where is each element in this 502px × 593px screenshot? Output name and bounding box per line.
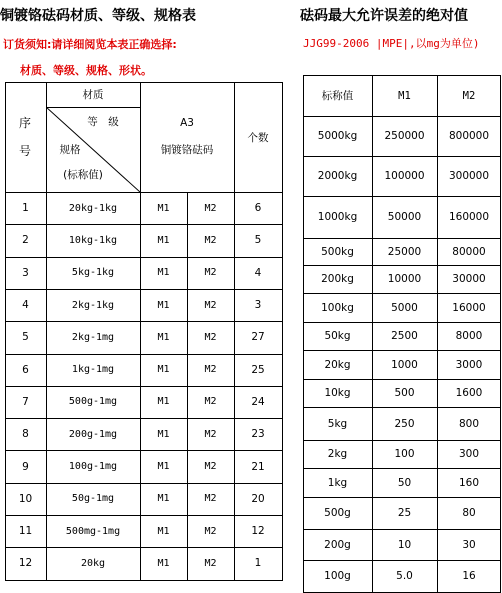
mpe-m1: 500 (394, 387, 415, 399)
mpe-m2: 16000 (452, 301, 486, 314)
mpe-m1: 50 (397, 476, 412, 489)
mpe-nominal: 2kg (327, 448, 348, 460)
mpe-m1: 25000 (387, 245, 422, 258)
mpe-m2: 80 (462, 507, 476, 519)
row-m2: M2 (204, 202, 217, 214)
row-m1: M1 (157, 525, 170, 537)
row-m1: M1 (157, 428, 170, 440)
row-m1: M1 (157, 234, 170, 246)
material-header: 材质 (82, 89, 104, 101)
row-no: 11 (18, 525, 33, 538)
mpe-nominal: 500kg (321, 245, 354, 258)
mpe-nominal: 100g (324, 570, 351, 582)
row-spec: 20kg (80, 557, 106, 569)
mpe-m1: 2500 (391, 330, 418, 342)
row-no: 6 (22, 363, 29, 376)
mpe-m1: 10000 (387, 273, 422, 285)
row-spec: 500mg-1mg (65, 525, 121, 537)
row-spec: 50g-1mg (71, 493, 115, 505)
mpe-m2: 1600 (455, 387, 483, 399)
mpe-m2: 300000 (448, 170, 490, 182)
mpe-nominal: 5kg (327, 417, 348, 430)
row-no: 5 (22, 331, 29, 344)
mpe-m2: 8000 (455, 330, 483, 342)
mpe-m2: 30 (462, 538, 476, 551)
mpe-nominal: 2000kg (317, 170, 358, 182)
row-spec: 2kg-1kg (71, 299, 115, 311)
row-spec: 2kg-1mg (71, 331, 115, 343)
row-spec: 5kg-1kg (71, 267, 115, 279)
grid-line (282, 82, 283, 580)
left-title: 铜镀铬砝码材质、等级、规格表 (0, 8, 196, 24)
row-m1: M1 (157, 299, 170, 311)
row-count: 20 (251, 492, 265, 505)
mpe-m1: 10 (397, 538, 412, 551)
row-m2: M2 (204, 428, 217, 440)
row-m1: M1 (157, 267, 170, 279)
mpe-m2: 160000 (448, 211, 490, 223)
row-no: 12 (18, 557, 33, 570)
row-m2: M2 (204, 557, 217, 569)
mpe-m1: 5.0 (396, 570, 413, 582)
mpe-m1: 5000 (391, 301, 418, 314)
m1-col-header: M1 (398, 89, 411, 102)
seq-header: 序号 (18, 116, 31, 158)
count-header: 个数 (247, 131, 269, 144)
mpe-nominal: 500g (324, 507, 351, 519)
row-no: 7 (22, 395, 29, 408)
mpe-m1: 250 (394, 417, 415, 430)
mpe-m2: 30000 (452, 273, 486, 285)
row-no: 10 (18, 492, 33, 505)
row-m2: M2 (204, 493, 217, 505)
spec-header: 规格 (59, 143, 81, 156)
mpe-nominal: 1000kg (317, 211, 358, 223)
row-m2: M2 (204, 364, 217, 376)
row-no: 8 (22, 428, 29, 441)
mpe-nominal: 200g (324, 538, 351, 551)
mpe-m1: 25 (397, 507, 412, 519)
row-spec: 1kg-1mg (71, 364, 115, 376)
row-count: 6 (254, 202, 262, 215)
row-count: 1 (254, 557, 262, 570)
mpe-nominal: 1kg (327, 476, 348, 489)
row-count: 3 (254, 299, 262, 312)
row-m1: M1 (157, 364, 170, 376)
row-m1: M1 (157, 202, 170, 214)
row-m1: M1 (157, 557, 170, 569)
mpe-m2: 80000 (452, 245, 486, 258)
row-no: 1 (22, 202, 29, 215)
row-spec: 20kg-1kg (68, 202, 118, 214)
nominal-header: (标称值) (63, 168, 103, 181)
row-count: 25 (251, 363, 265, 376)
mpe-m2: 300 (458, 448, 480, 460)
row-no: 9 (22, 460, 29, 473)
mpe-m1: 250000 (384, 130, 425, 142)
mpe-m2: 3000 (455, 358, 483, 371)
row-m2: M2 (204, 525, 217, 537)
row-count: 5 (254, 234, 262, 247)
row-m1: M1 (157, 461, 170, 473)
row-m2: M2 (204, 396, 217, 408)
order-notice: 订货须知:请详细阅览本表正确选择: (3, 38, 177, 51)
mpe-m1: 50000 (387, 211, 422, 223)
row-m2: M2 (204, 461, 217, 473)
mpe-nominal: 200kg (321, 273, 354, 285)
row-m1: M1 (157, 493, 170, 505)
row-m2: M2 (204, 331, 217, 343)
mpe-nominal: 5000kg (317, 130, 358, 142)
row-spec: 500g-1mg (68, 396, 118, 408)
a3-header: A3 (180, 117, 194, 129)
row-count: 4 (254, 266, 262, 279)
row-count: 12 (251, 525, 265, 538)
grade-header: 等 级 (87, 115, 119, 128)
mpe-nominal: 50kg (324, 330, 351, 342)
mpe-m1: 100 (394, 448, 415, 460)
row-no: 3 (22, 266, 29, 279)
row-no: 4 (22, 299, 29, 312)
nominal-col-header: 标称值 (321, 90, 354, 102)
row-count: 24 (251, 395, 265, 408)
row-m2: M2 (204, 299, 217, 311)
row-spec: 100g-1mg (68, 461, 118, 473)
mpe-nominal: 20kg (324, 358, 351, 371)
mpe-nominal: 100kg (321, 301, 354, 314)
right-subtitle: JJG99-2006 |MPE|,以mg为单位) (303, 37, 480, 50)
mpe-m1: 1000 (391, 358, 418, 371)
mpe-m2: 160 (458, 476, 480, 489)
row-count: 21 (251, 460, 265, 473)
row-count: 27 (251, 331, 265, 344)
row-count: 23 (251, 428, 265, 441)
row-m2: M2 (204, 234, 217, 246)
a3-desc-header: 铜镀铬砝码 (160, 143, 214, 156)
row-m1: M1 (157, 331, 170, 343)
row-no: 2 (22, 234, 29, 247)
mpe-m2: 16 (462, 570, 476, 582)
order-notice-items: 材质、等级、规格、形状。 (20, 64, 152, 77)
mpe-m2: 800000 (448, 130, 490, 142)
grid-line (5, 580, 283, 581)
mpe-nominal: 10kg (324, 387, 351, 399)
row-m1: M1 (157, 396, 170, 408)
mpe-m2: 800 (458, 417, 480, 430)
row-m2: M2 (204, 267, 217, 279)
right-title: 砝码最大允许误差的绝对值 (300, 8, 468, 24)
row-spec: 10kg-1kg (68, 234, 118, 246)
m2-col-header: M2 (462, 89, 476, 102)
mpe-m1: 100000 (384, 170, 425, 182)
row-spec: 200g-1mg (68, 428, 118, 440)
